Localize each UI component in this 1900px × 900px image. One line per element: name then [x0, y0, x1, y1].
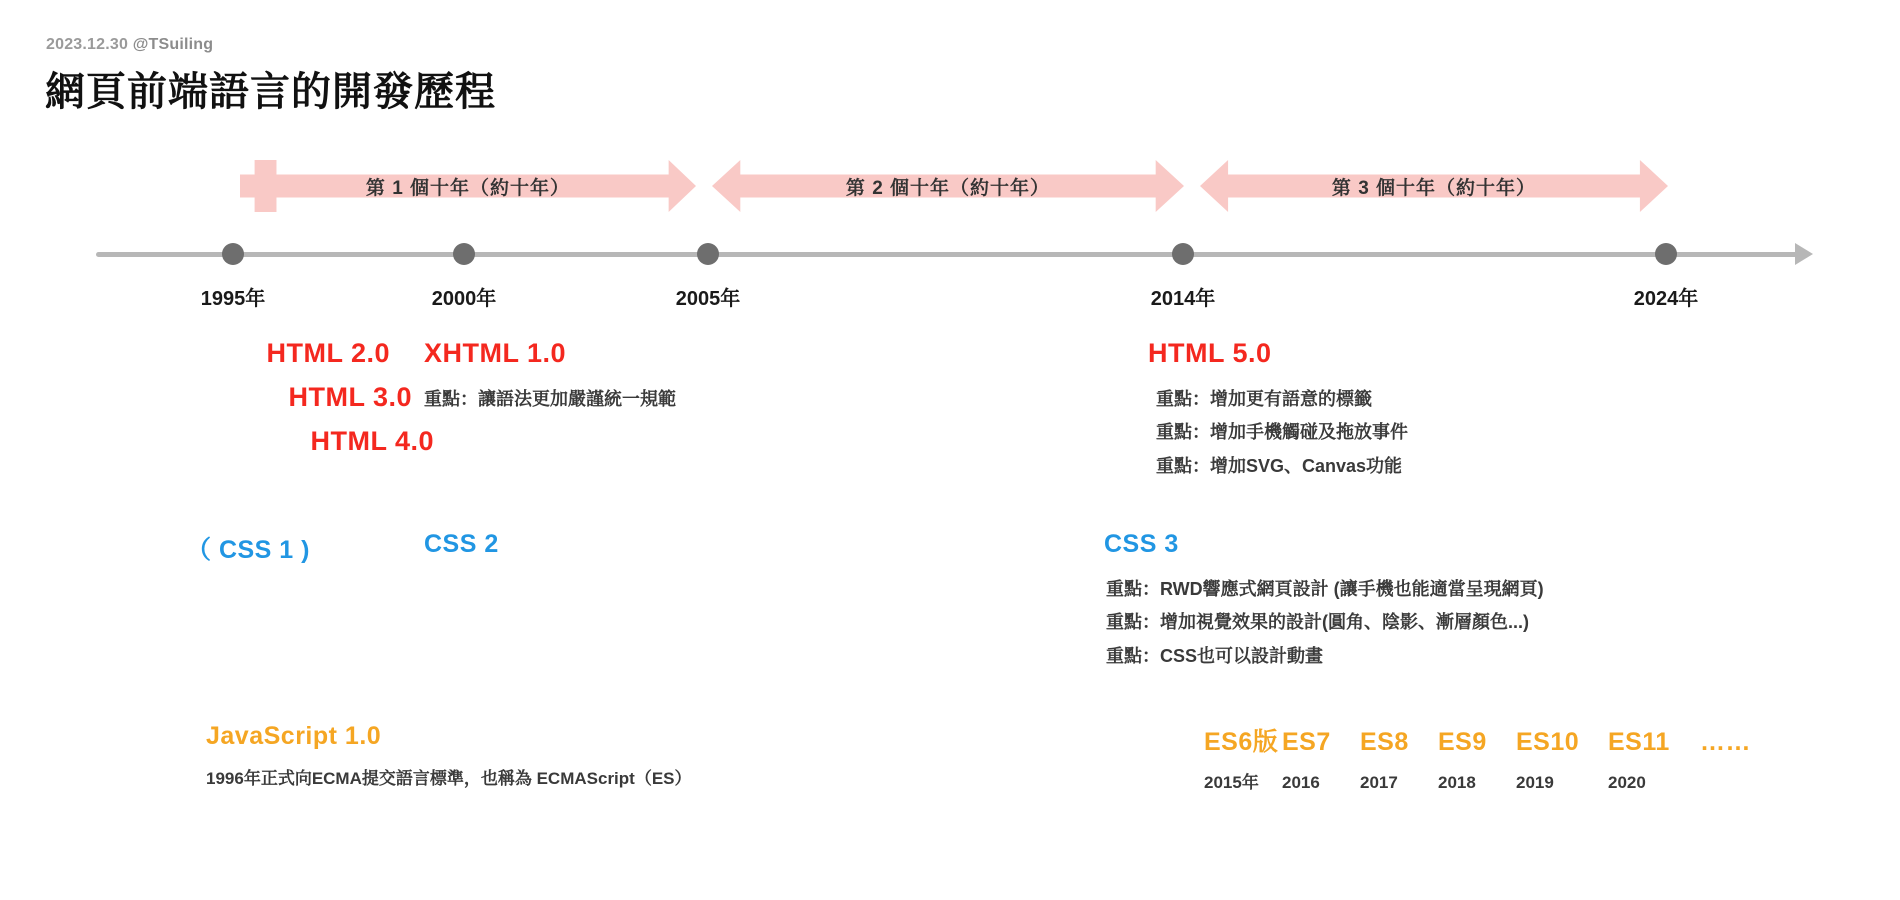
es9-year: 2018: [1438, 773, 1476, 792]
decade-label-2: 第 2 個十年（約十年）: [845, 177, 1051, 199]
javascript-1-0-label: JavaScript 1.0: [206, 722, 382, 750]
timeline-node-2005: [697, 243, 719, 265]
decade-band-1: [240, 160, 696, 212]
html5-note-1: 重點：增加更有語意的標籤: [1156, 389, 1372, 409]
tick-label-2014: 2014年: [1150, 288, 1216, 310]
tick-label-2005: 2005年: [675, 288, 741, 310]
meta-line: [46, 36, 213, 54]
timeline-arrow-icon: [1795, 243, 1813, 265]
es10-label: ES10: [1516, 728, 1580, 756]
es9-label: ES9: [1438, 728, 1487, 756]
es6-year: 2015年: [1204, 773, 1259, 792]
tick-label-2000: 2000年: [431, 288, 497, 310]
timeline-node-2014: [1172, 243, 1194, 265]
timeline-axis: [96, 252, 1806, 257]
es7-label: ES7: [1282, 728, 1331, 756]
xhtml-1-0-label: XHTML 1.0: [424, 338, 567, 368]
css-3-label: CSS 3: [1104, 530, 1179, 558]
decade-band-2: [712, 160, 1184, 212]
es6-label: ES6版: [1204, 728, 1279, 756]
es-version-row: [1204, 722, 1778, 758]
decade-label-3: 第 3 個十年（約十年）: [1331, 177, 1537, 199]
decade-band-3: [1200, 160, 1668, 212]
html-4-0-label: HTML 4.0: [310, 426, 434, 456]
page-title: 網頁前端語言的開發歷程: [45, 70, 496, 114]
html5-2014-group: [1148, 338, 1408, 483]
css-1-label: （ CSS 1 ): [186, 536, 310, 564]
es-more-label: ……: [1700, 728, 1751, 756]
es11-label: ES11: [1608, 728, 1670, 756]
css3-2014-group: [1104, 530, 1544, 673]
es11-year: 2020: [1608, 773, 1646, 792]
timeline-node-2000: [453, 243, 475, 265]
javascript-2000-group: [206, 722, 692, 794]
css1-1995-group: [186, 530, 310, 566]
tick-label-2024: 2024年: [1633, 288, 1699, 310]
html-2-0-label: HTML 2.0: [266, 338, 390, 368]
es7-year: 2016: [1282, 773, 1320, 792]
es-year-row: [1204, 768, 1700, 793]
javascript-note: 1996年正式向ECMA提交語言標準，也稱為 ECMAScript（ES）: [206, 769, 692, 788]
es8-label: ES8: [1360, 728, 1409, 756]
date-label: 2023.12.30: [46, 36, 129, 53]
author-handle: @TSuiling: [132, 36, 214, 53]
xhtml-1-0-note: 重點：讓語法更加嚴謹統一規範: [424, 389, 676, 409]
html5-note-3: 重點：增加SVG、Canvas功能: [1156, 455, 1403, 476]
css3-note-3: 重點：CSS也可以設計動畫: [1106, 645, 1324, 666]
timeline-node-2024: [1655, 243, 1677, 265]
tick-label-1995: 1995年: [200, 288, 266, 310]
xhtml-2000-group: [424, 338, 676, 416]
timeline-node-1995: [222, 243, 244, 265]
html-3-0-label: HTML 3.0: [288, 382, 412, 412]
html-1995-group: [60, 338, 434, 457]
html5-note-2: 重點：增加手機觸碰及拖放事件: [1156, 422, 1408, 443]
es10-year: 2019: [1516, 773, 1554, 792]
css3-note-2: 重點：增加視覺效果的設計(圓角、陰影、漸層顏色...): [1106, 612, 1529, 633]
css-2-label: CSS 2: [424, 530, 499, 558]
es8-year: 2017: [1360, 773, 1398, 792]
decade-label-1: 第 1 個十年（約十年）: [365, 177, 571, 199]
css2-2000-group: [424, 530, 499, 559]
css3-note-1: 重點：RWD響應式網頁設計 (讓手機也能適當呈現網頁): [1106, 579, 1544, 599]
html-5-0-label: HTML 5.0: [1148, 338, 1272, 368]
